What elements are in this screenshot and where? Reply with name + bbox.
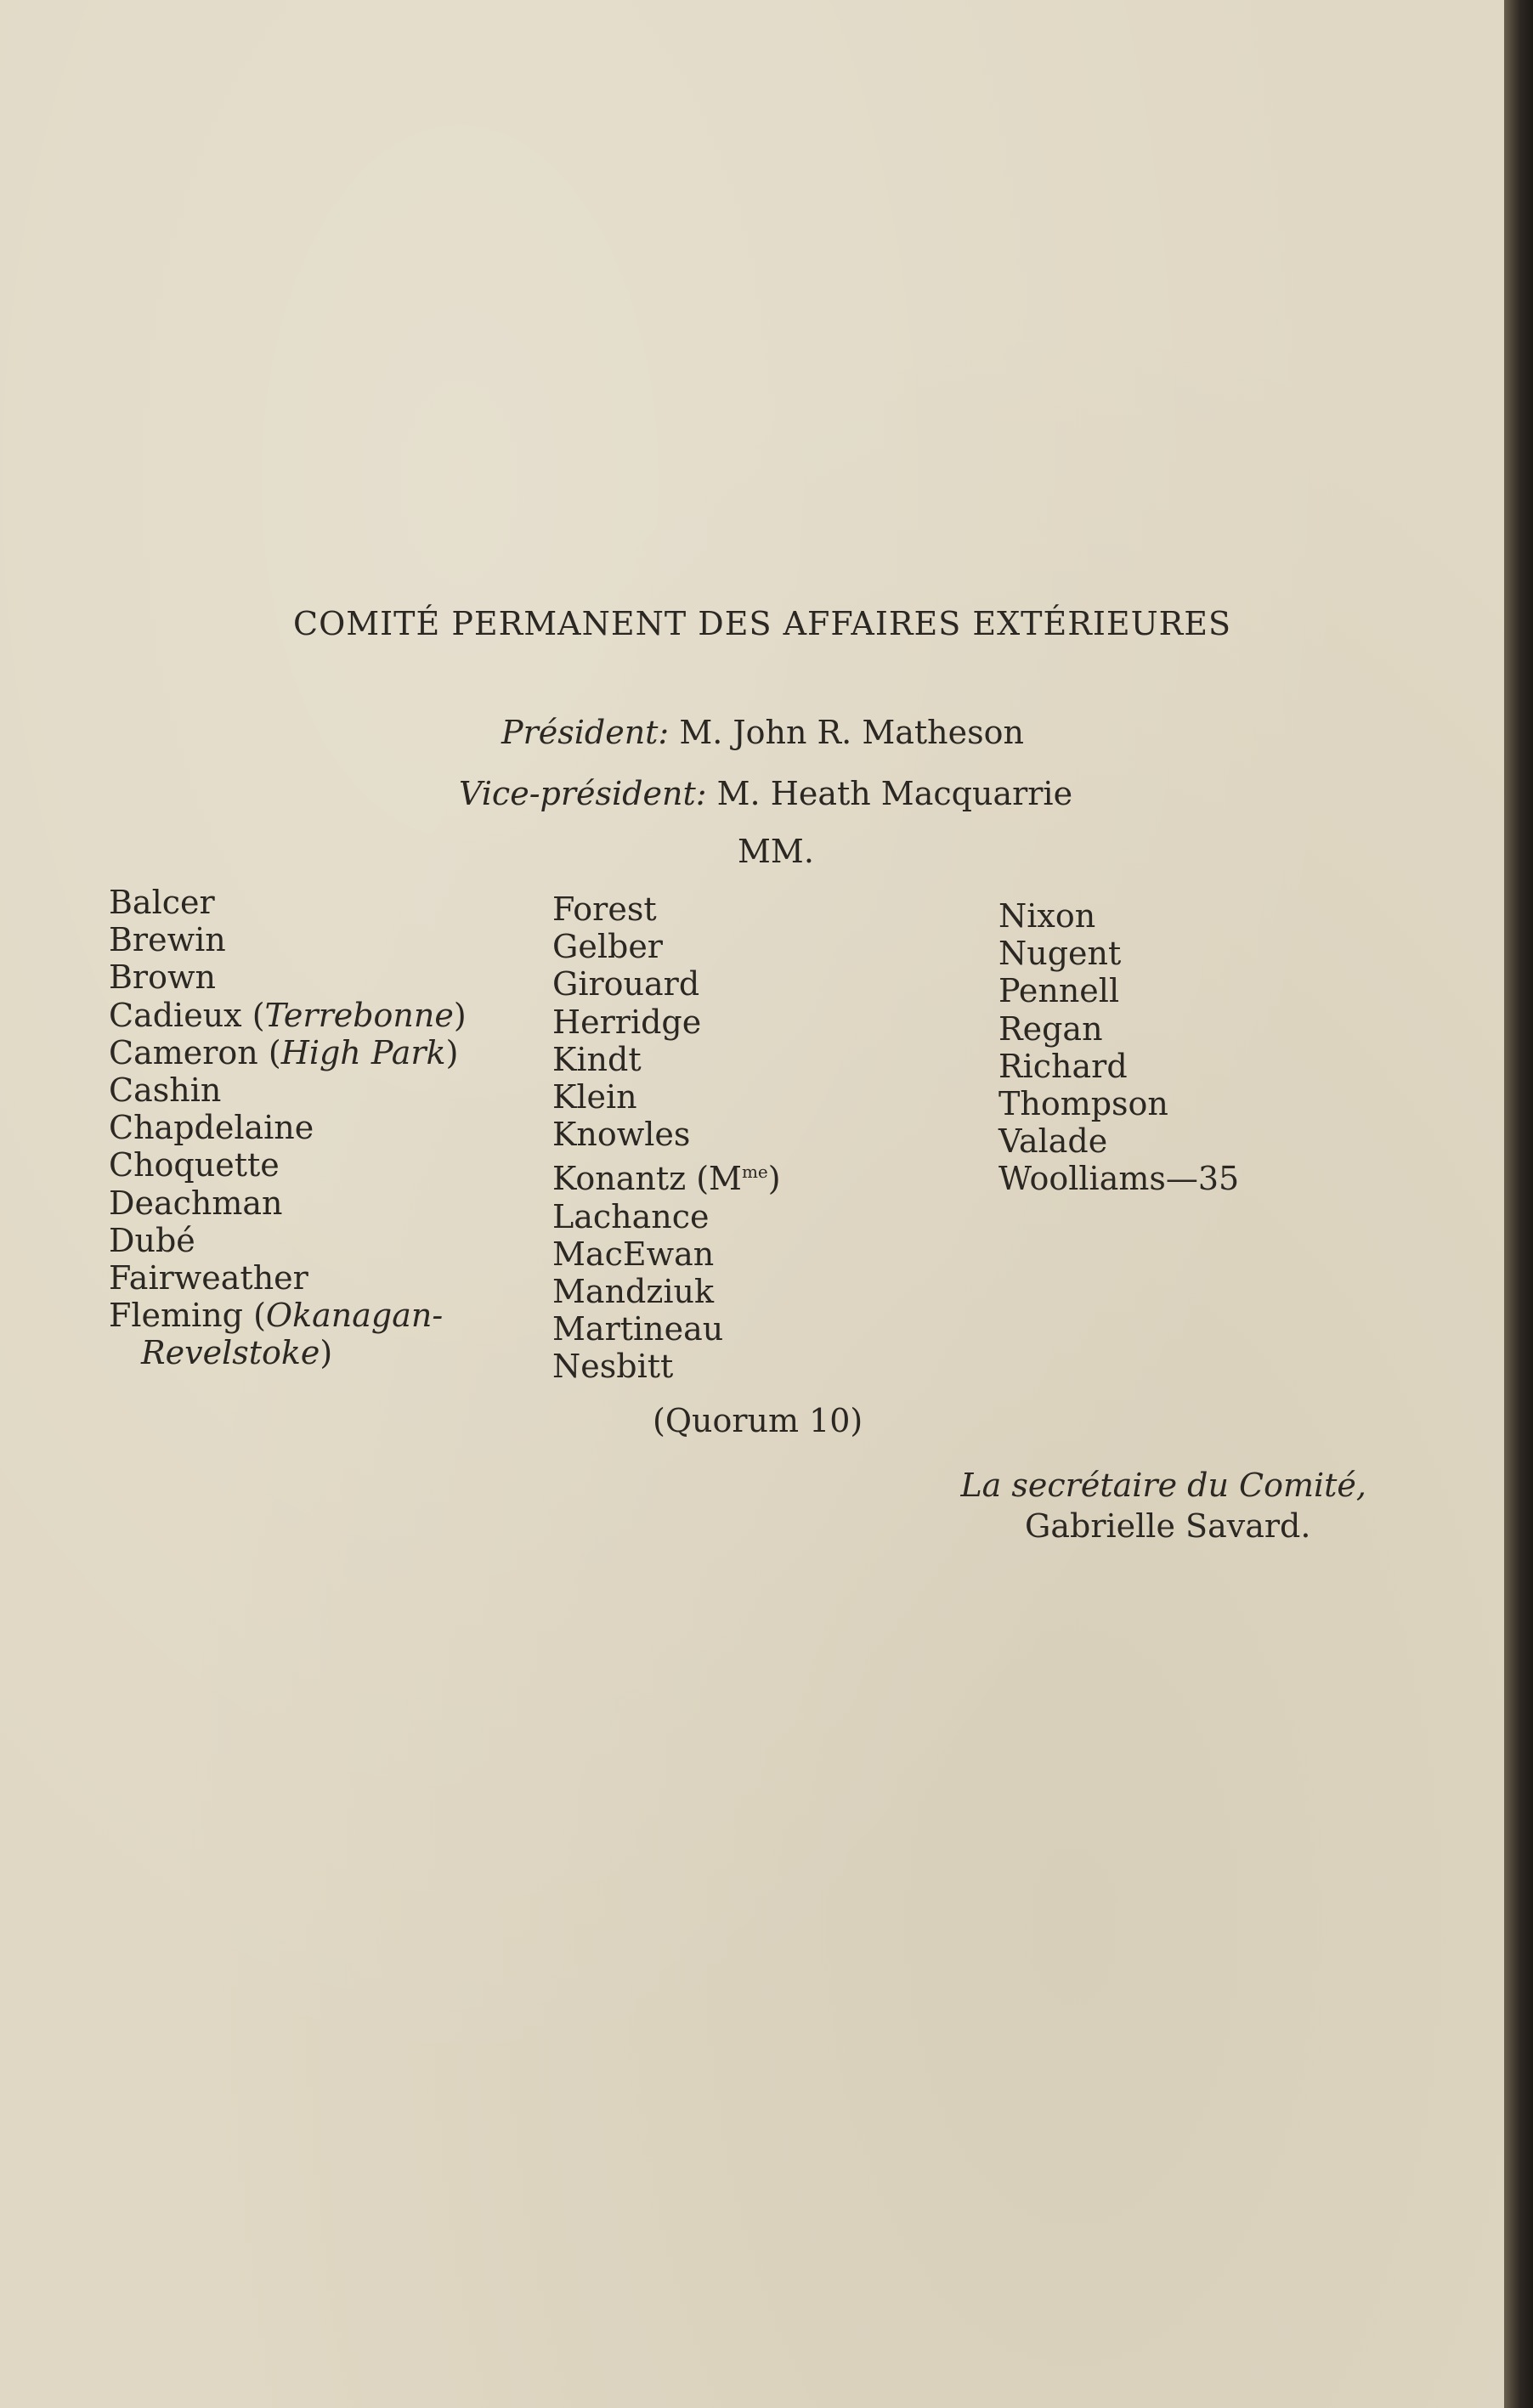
- member-name: Pennell: [998, 972, 1120, 1010]
- member-entry: [109, 1146, 467, 1184]
- member-name: Nixon: [998, 897, 1096, 935]
- member-entry: [998, 1160, 1239, 1197]
- member-name: Nugent: [998, 935, 1122, 973]
- member-name: Martineau: [552, 1310, 724, 1348]
- member-name: Konantz: [552, 1160, 687, 1198]
- member-name: Kindt: [552, 1040, 642, 1078]
- member-name: Dubé: [109, 1221, 195, 1259]
- quorum-note: (Quorum 10): [653, 1402, 863, 1439]
- member-name: Girouard: [552, 965, 700, 1003]
- member-name: Herridge: [552, 1003, 702, 1041]
- member-name: Woolliams—35: [998, 1160, 1240, 1198]
- member-entry: [109, 1071, 467, 1109]
- member-title: M: [709, 1160, 742, 1198]
- member-name: Brown: [109, 958, 216, 997]
- member-name: Thompson: [998, 1085, 1168, 1123]
- member-entry: [998, 1048, 1239, 1085]
- member-name: Cashin: [109, 1071, 222, 1110]
- member-entry: [109, 1184, 467, 1222]
- president-role-label: Président:: [501, 714, 670, 751]
- page-binding-edge: [1504, 0, 1533, 2408]
- member-entry: [552, 928, 781, 965]
- member-entry: [998, 897, 1239, 935]
- member-riding: Revelstoke: [141, 1334, 320, 1372]
- member-column-3: [998, 897, 1239, 1198]
- secretary-title: La secrétaire du Comité,: [960, 1467, 1366, 1504]
- member-column-1: [109, 884, 467, 1372]
- member-riding: High Park: [280, 1033, 446, 1071]
- member-column-2: [552, 890, 781, 1386]
- member-entry: [998, 1085, 1239, 1122]
- member-name: MacEwan: [552, 1235, 715, 1273]
- vice-president-role-label: Vice-président:: [459, 775, 707, 812]
- member-entry: [998, 972, 1239, 1009]
- member-name: Klein: [552, 1078, 637, 1116]
- honorific-heading: MM.: [738, 833, 814, 870]
- president-line: [501, 714, 1024, 751]
- member-riding-continuation: Revelstoke): [141, 1334, 333, 1372]
- member-name: Valade: [998, 1122, 1108, 1161]
- member-entry: [552, 1003, 781, 1041]
- member-entry: Cameron (High Park): [109, 1033, 459, 1071]
- member-entry: [552, 1198, 781, 1235]
- member-name: Deachman: [109, 1184, 283, 1222]
- member-entry: [552, 1273, 781, 1310]
- member-entry: Konantz $(M^{me})$: [552, 1160, 781, 1198]
- committee-title: COMITÉ PERMANENT DES AFFAIRES EXTÉRIEURES: [293, 605, 1231, 642]
- member-entry: [109, 1109, 467, 1146]
- member-name: Fairweather: [109, 1259, 308, 1297]
- member-entry: [552, 1116, 781, 1153]
- member-entry: [109, 1259, 467, 1297]
- member-name: Cadieux: [109, 996, 242, 1034]
- member-entry: [552, 1310, 781, 1348]
- member-entry: [552, 1041, 781, 1078]
- member-name: Knowles: [552, 1116, 691, 1154]
- member-name: Regan: [998, 1009, 1103, 1048]
- member-riding: Terrebonne: [264, 996, 454, 1034]
- member-entry: [998, 935, 1239, 972]
- member-entry: [109, 1222, 467, 1259]
- member-name: Nesbitt: [552, 1348, 674, 1386]
- member-name: Brewin: [109, 921, 226, 959]
- member-name: Mandziuk: [552, 1273, 715, 1311]
- member-name: Richard: [998, 1047, 1128, 1085]
- member-entry: [998, 1122, 1239, 1160]
- member-name: Forest: [552, 890, 657, 928]
- member-entry: [109, 884, 467, 921]
- vice-president-name: M. Heath Macquarrie: [716, 775, 1073, 812]
- member-name: Fleming: [109, 1297, 243, 1335]
- member-entry: [552, 890, 781, 928]
- vice-president-line: [459, 775, 1072, 812]
- secretary-name: Gabrielle Savard.: [1025, 1507, 1311, 1545]
- member-entry: [552, 1078, 781, 1116]
- member-riding: Okanagan-: [265, 1297, 444, 1335]
- secretary-signature-block: [960, 1465, 1366, 1546]
- member-entry: [552, 965, 781, 1003]
- member-name: Gelber: [552, 928, 663, 966]
- president-name: M. John R. Matheson: [679, 714, 1024, 751]
- member-name: Chapdelaine: [109, 1109, 314, 1147]
- member-entry: [998, 1010, 1239, 1048]
- member-entry: Cadieux (Terrebonne): [109, 996, 467, 1034]
- member-name: Choquette: [109, 1146, 280, 1184]
- member-title-superscript: me: [741, 1162, 768, 1183]
- member-name: Balcer: [109, 884, 215, 921]
- member-entry: Fleming (Okanagan- Revelstoke): [109, 1297, 467, 1371]
- member-name: Lachance: [552, 1197, 710, 1235]
- member-name: Cameron: [109, 1033, 258, 1071]
- member-entry: [109, 958, 467, 996]
- member-entry: [552, 1235, 781, 1273]
- member-entry: [109, 921, 467, 958]
- member-entry: [552, 1348, 781, 1385]
